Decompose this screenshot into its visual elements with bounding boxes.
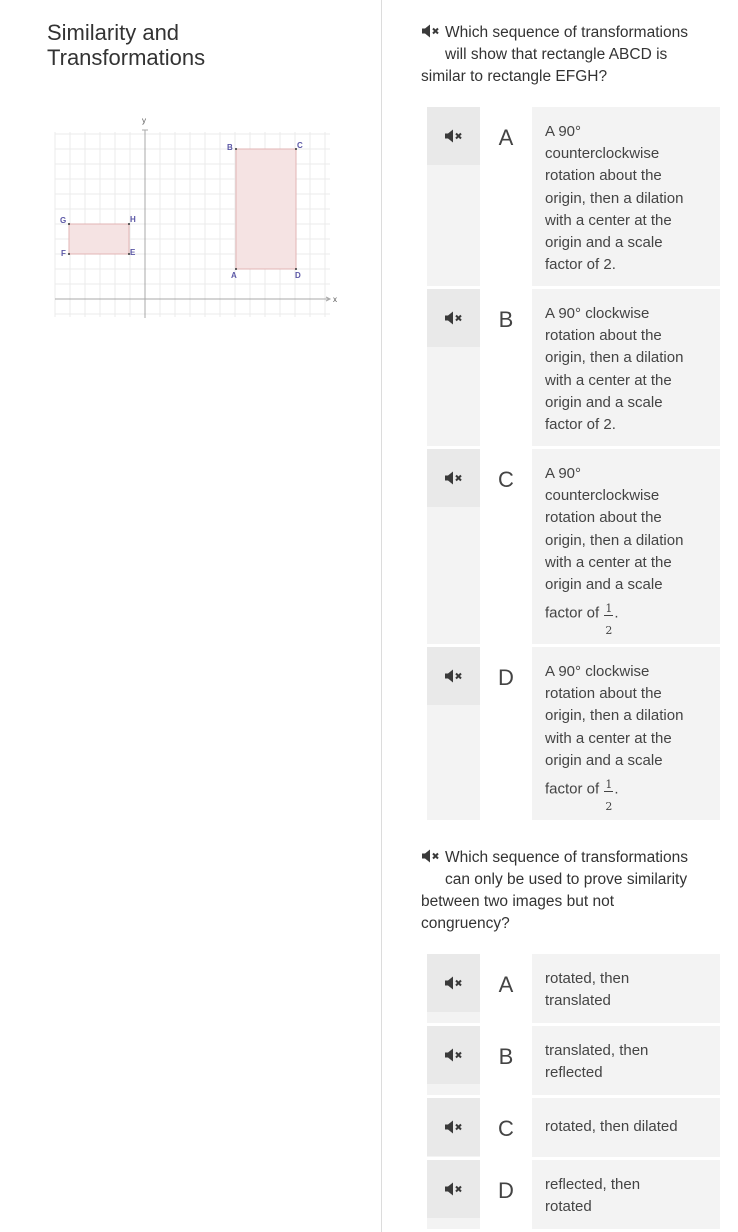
option-letter: B bbox=[480, 1026, 532, 1095]
question-1-line-2: will show that rectangle ABCD is bbox=[445, 46, 668, 63]
speaker-muted-icon[interactable] bbox=[444, 1120, 464, 1134]
question-1-options bbox=[427, 107, 720, 823]
question-1-option-b[interactable] bbox=[427, 289, 720, 446]
point-label-f: F bbox=[61, 249, 66, 258]
point-label-a: A bbox=[231, 271, 237, 280]
option-text: A 90° clockwise rotation about the origin, then a dilation with a center at the origin and a scale factor of $\frac{1}{2}$ . bbox=[545, 663, 684, 814]
option-letter: C bbox=[480, 1098, 532, 1157]
option-text: A 90° clockwise rotation about the origin, then a dilation with a center at the origin and a scale factor of 2. bbox=[545, 305, 684, 434]
question-1-line-3: similar to rectangle EFGH? bbox=[421, 68, 608, 85]
question-1-line-1: Which sequence of transformations bbox=[445, 24, 688, 41]
option-letter: B bbox=[480, 289, 532, 446]
speaker-muted-icon[interactable] bbox=[421, 24, 441, 38]
option-letter: C bbox=[480, 449, 532, 644]
point-label-h: H bbox=[130, 215, 136, 224]
page-title bbox=[47, 20, 205, 70]
question-1-option-a[interactable] bbox=[427, 107, 720, 286]
question-2-option-c[interactable] bbox=[427, 1098, 720, 1157]
fraction-one-half: $\frac{1}{2}$ bbox=[605, 778, 613, 814]
speaker-muted-icon[interactable] bbox=[444, 1048, 464, 1062]
point-label-d: D bbox=[295, 271, 301, 280]
question-2-option-d[interactable] bbox=[427, 1160, 720, 1229]
option-letter: A bbox=[480, 107, 532, 286]
question-2-line-4: congruency? bbox=[421, 915, 510, 932]
question-2-option-a[interactable] bbox=[427, 954, 720, 1023]
speaker-muted-icon[interactable] bbox=[444, 976, 464, 990]
title-line-2: Transformations bbox=[47, 45, 206, 70]
question-1-prompt bbox=[421, 22, 721, 88]
option-letter: D bbox=[480, 647, 532, 820]
question-2-line-3: between two images but not bbox=[421, 893, 615, 910]
question-2-line-1: Which sequence of transformations bbox=[445, 849, 688, 866]
question-2-line-2: can only be used to prove similarity bbox=[445, 871, 688, 888]
rectangle-efgh bbox=[69, 224, 129, 254]
question-2-prompt bbox=[421, 847, 721, 935]
point-label-g: G bbox=[60, 216, 67, 225]
point-label-c: C bbox=[297, 141, 303, 150]
point-label-b: B bbox=[227, 143, 233, 152]
option-letter: A bbox=[480, 954, 532, 1023]
right-pane bbox=[382, 0, 738, 1232]
speaker-muted-icon[interactable] bbox=[444, 1182, 464, 1196]
option-text: A 90° counterclockwise rotation about the origin, then a dilation with a center at the origin and a scale factor of 2. bbox=[545, 123, 684, 274]
option-text: A 90° counterclockwise rotation about the origin, then a dilation with a center at the origin and a scale factor of $\frac{1}{2}$ . bbox=[545, 465, 684, 638]
y-axis-label: y bbox=[142, 116, 146, 125]
x-axis-label: x bbox=[333, 295, 337, 304]
question-1-option-d[interactable] bbox=[427, 647, 720, 820]
option-text: translated, then reflected bbox=[545, 1042, 649, 1082]
question-1-option-c[interactable] bbox=[427, 449, 720, 644]
option-text: reflected, then rotated bbox=[545, 1176, 641, 1216]
point-label-e: E bbox=[130, 248, 136, 257]
speaker-muted-icon[interactable] bbox=[421, 849, 441, 863]
rectangle-abcd bbox=[236, 149, 296, 269]
question-2-option-b[interactable] bbox=[427, 1026, 720, 1095]
speaker-muted-icon[interactable] bbox=[444, 669, 464, 683]
option-text: rotated, then translated bbox=[545, 970, 630, 1010]
option-letter: D bbox=[480, 1160, 532, 1229]
option-text: rotated, then dilated bbox=[545, 1118, 678, 1135]
speaker-muted-icon[interactable] bbox=[444, 471, 464, 485]
question-2-options bbox=[427, 954, 720, 1232]
speaker-muted-icon[interactable] bbox=[444, 311, 464, 325]
title-line-1: Similarity and bbox=[47, 20, 180, 45]
fraction-one-half: $\frac{1}{2}$ bbox=[605, 602, 613, 638]
coordinate-graph bbox=[50, 112, 350, 322]
speaker-muted-icon[interactable] bbox=[444, 129, 464, 143]
